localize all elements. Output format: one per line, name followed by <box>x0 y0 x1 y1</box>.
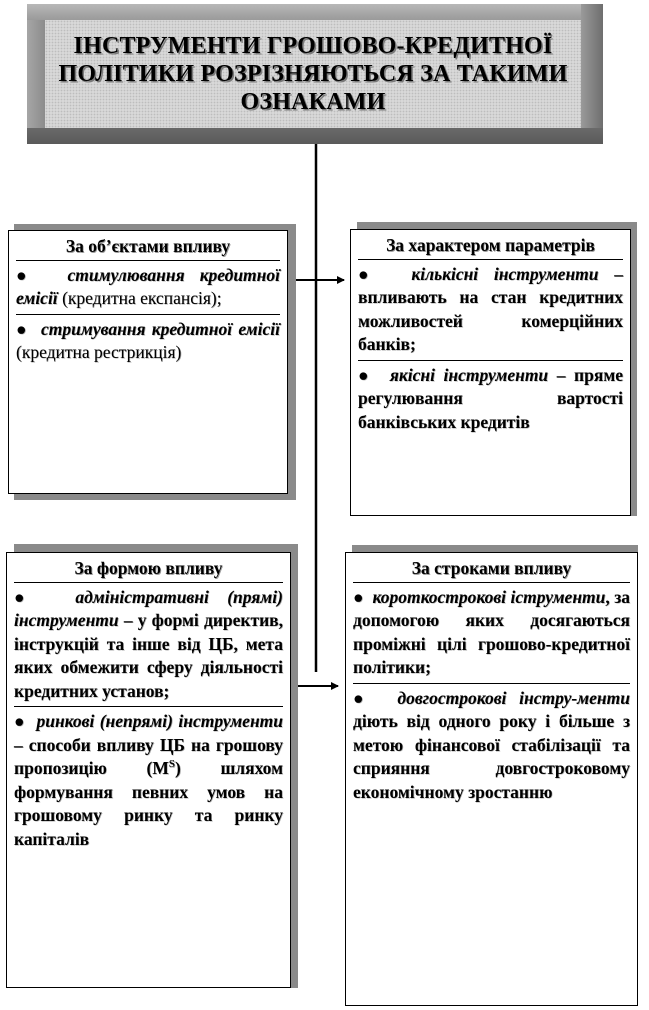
objects-item-1-rest: (кредитна експансія); <box>62 288 222 308</box>
objects-item-2-rest: (кредитна рестрикція) <box>16 342 182 362</box>
objects-item-2-italic: стримування кредитної емісії <box>41 318 281 339</box>
parameters-box <box>350 229 631 516</box>
form-box-heading: За формою впливу <box>14 557 283 583</box>
bullet-icon: ● <box>16 318 29 339</box>
parameters-item-1-italic: кількісні інструменти <box>411 263 599 284</box>
terms-item-1 <box>353 586 630 680</box>
bullet-icon: ● <box>358 364 373 385</box>
bullet-icon: ● <box>16 264 38 285</box>
form-item-2-rest-a: – способи впливу ЦБ на грошову пропозицію (M <box>14 734 283 778</box>
parameters-item-1-rest: – впливають на стан кредитних можливостей комерційних банків; <box>358 263 623 354</box>
form-item-2-rest-b: ) шляхом формування певних умов на грошовому ринку та ринку капіталів <box>14 758 283 849</box>
form-item-1 <box>14 586 283 704</box>
objects-box-body <box>16 264 280 365</box>
terms-item-1-italic: короткострокові іструменти <box>372 586 606 607</box>
diagram-title: ІНСТРУМЕНТИ ГРОШОВО-КРЕДИТНОЇ ПОЛІТИКИ РОЗРІЗНЯЮТЬСЯ ЗА ТАКИМИ ОЗНАКАМИ <box>58 33 568 115</box>
form-box-body <box>14 586 283 852</box>
form-box <box>6 552 291 988</box>
bullet-icon: ● <box>358 263 380 284</box>
form-item-2 <box>14 706 283 851</box>
form-item-1-italic: адміністративні (прямі) інструменти <box>14 586 283 630</box>
parameters-item-2-rest: – пряме регулювання вартості банківських кредитів <box>358 364 624 432</box>
parameters-box-heading: За характером параметрів <box>358 234 623 260</box>
terms-box <box>345 552 638 1006</box>
terms-item-1-rest: , за допомогою яких досягаються проміжні цілі грошово-кредитної політики; <box>353 586 630 677</box>
terms-box-heading: За строками впливу <box>353 557 630 583</box>
objects-box <box>8 230 288 494</box>
terms-item-2-italic: довгострокові інстру-менти <box>397 687 630 708</box>
bullet-icon: ● <box>14 586 39 607</box>
parameters-item-2-italic: якісні інструменти <box>389 364 549 385</box>
parameters-box-body <box>358 263 623 435</box>
parameters-item-2 <box>358 360 623 435</box>
form-item-2-sup: S <box>168 758 175 771</box>
objects-box-heading: За об’єктами впливу <box>16 235 280 261</box>
form-item-2-italic: ринкові (непрямі) інструменти <box>36 711 284 731</box>
objects-item-2 <box>16 314 280 365</box>
terms-item-2-rest: діють від одного року і більше з метою фінансової стабілізації та сприяння довгостроковому економічному зростанню <box>353 711 630 802</box>
parameters-item-1 <box>358 263 623 357</box>
objects-item-1-italic: стимулювання кредитної емісії <box>16 264 280 308</box>
form-item-1-rest: – у формі директив, інструкцій та інше від ЦБ, мета яких обмежити сферу діяльності кредитних установ; <box>14 610 283 701</box>
objects-item-1 <box>16 264 280 311</box>
bullet-icon: ● <box>353 586 364 607</box>
bullet-icon: ● <box>14 711 26 731</box>
bullet-icon: ● <box>353 687 372 708</box>
terms-item-2 <box>353 683 630 805</box>
terms-box-body <box>353 586 630 805</box>
